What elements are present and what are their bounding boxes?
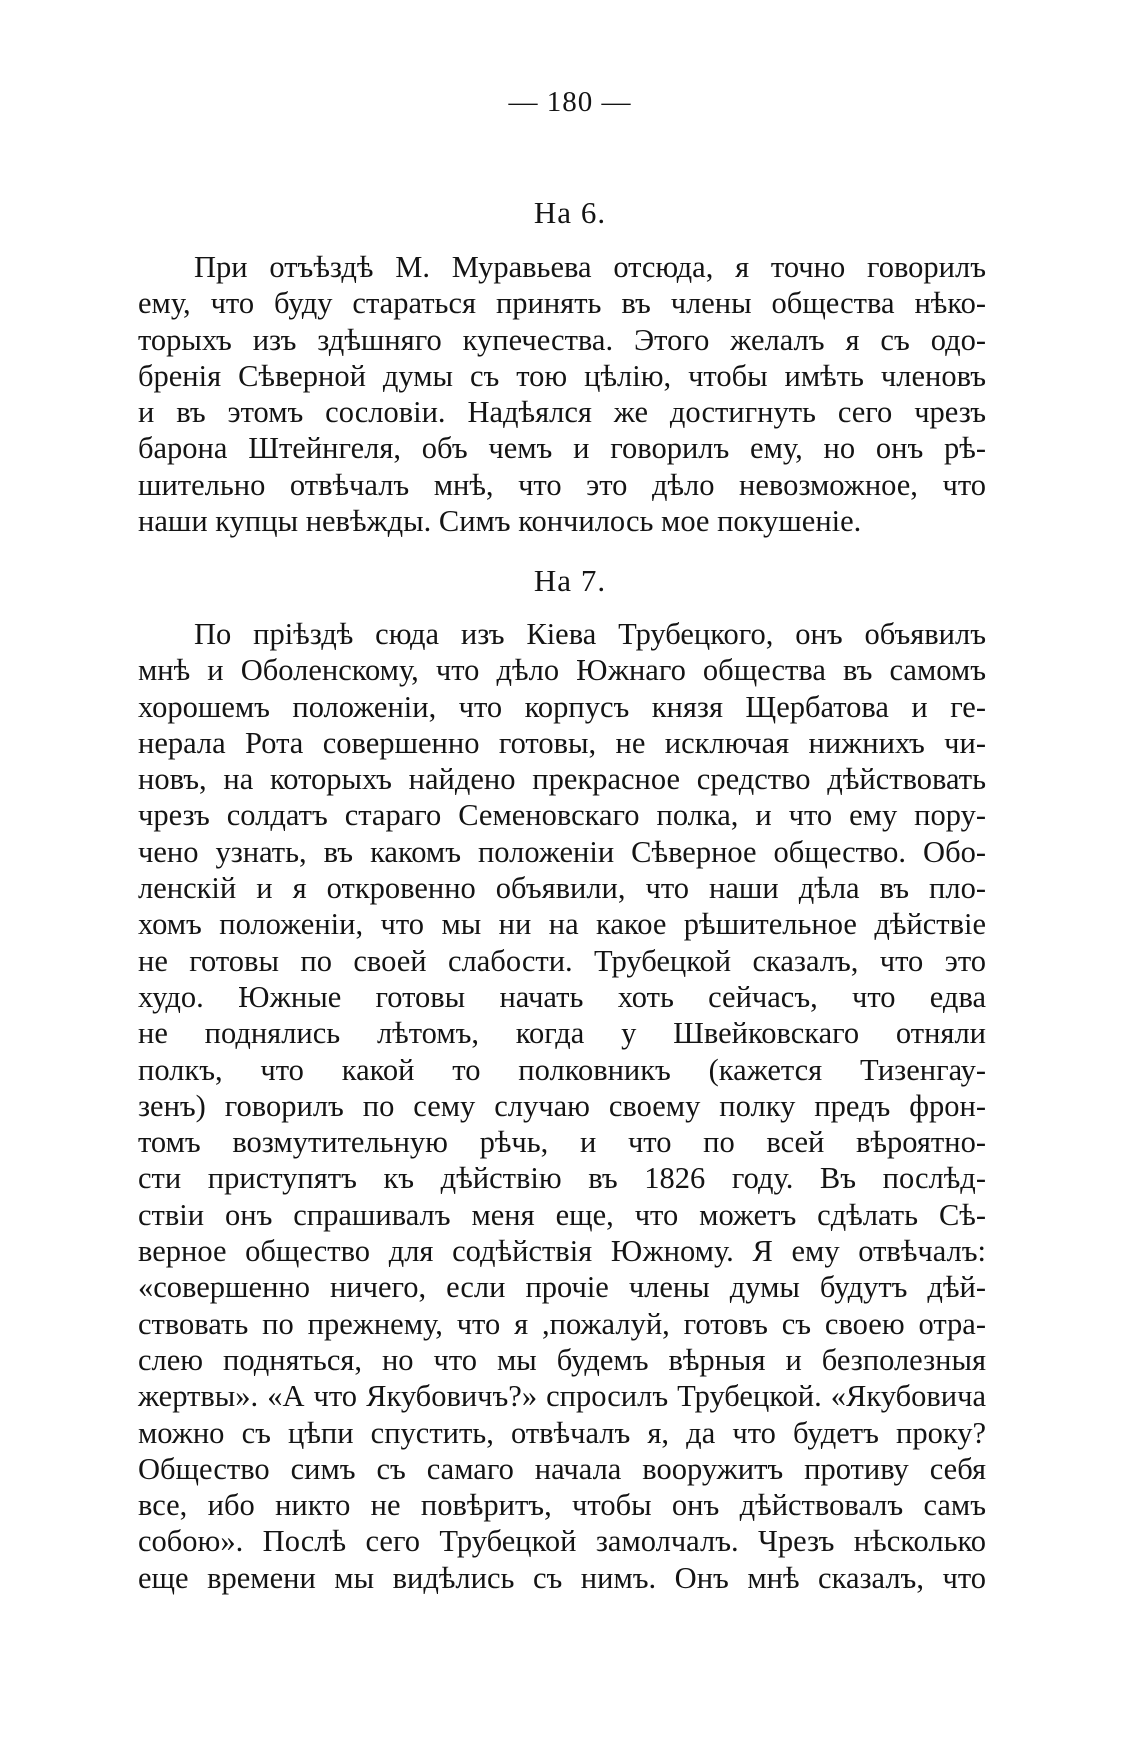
text-line: томъ возмутительную рѣчь, и что по всей вѣроятно- — [138, 1125, 986, 1160]
section-heading: На 7. — [533, 563, 607, 598]
text-line: хомъ положеніи, что мы ни на какое рѣшительное дѣйствіе — [138, 907, 986, 942]
text-line: зенъ) говорилъ по сему случаю своему полку предъ фрон- — [138, 1088, 986, 1123]
text-line: все, ибо никто не повѣритъ, чтобы онъ дѣйствовалъ самъ — [138, 1488, 986, 1523]
text-line: шительно отвѣчалъ мнѣ, что это дѣло невозможное, что — [138, 467, 986, 502]
text-line: По пріѣздѣ сюда изъ Кіева Трубецкого, онъ объявилъ — [194, 617, 986, 651]
page-number: — 180 — — [508, 86, 632, 118]
text-line: При отъѣздѣ М. Муравьева отсюда, я точно говорилъ — [194, 250, 986, 284]
text-line: Общество симъ съ самаго начала вооружитъ противу себя — [138, 1451, 986, 1486]
text-line: чрезъ солдатъ стараго Семеновскаго полка, и что ему пору- — [138, 798, 986, 833]
text-line: барона Штейнгеля, объ чемъ и говорилъ ему, но онъ рѣ- — [138, 431, 986, 466]
text-line: худо. Южные готовы начать хоть сейчасъ, что едва — [138, 979, 986, 1014]
text-line: бренія Сѣверной думы съ тою цѣлію, чтобы имѣть членовъ — [138, 358, 986, 393]
text-line: еще времени мы видѣлись съ нимъ. Онъ мнѣ сказалъ, что — [138, 1560, 986, 1595]
text-line: хорошемъ положеніи, что корпусъ князя Щербатова и ге- — [138, 689, 986, 724]
text-line: полкъ, что какой то полковникъ (кажется Тизенгау- — [138, 1052, 986, 1087]
text-line: «совершенно ничего, если прочіе члены думы будутъ дѣй- — [138, 1270, 986, 1305]
text-line: можно съ цѣпи спустить, отвѣчалъ я, да что будетъ проку? — [138, 1415, 986, 1450]
text-line: новъ, на которыхъ найдено прекрасное средство дѣйствовать — [138, 762, 986, 797]
text-line: сти приступятъ къ дѣйствію въ 1826 году. Въ послѣд- — [138, 1161, 986, 1196]
text-line: слею подняться, но что мы будемъ вѣрныя и безполезныя — [138, 1342, 986, 1377]
text-line: и въ этомъ сословіи. Надѣялся же достигнуть сего чрезъ — [138, 395, 986, 430]
section-paragraph — [138, 249, 986, 539]
text-line: торыхъ изъ здѣшняго купечества. Этого желалъ я съ одо- — [138, 322, 986, 357]
text-line: верное общество для содѣйствія Южному. Я ему отвѣчалъ: — [138, 1234, 986, 1269]
text-line: собою». Послѣ сего Трубецкой замолчалъ. Чрезъ нѣсколько — [138, 1524, 986, 1559]
text-line: мнѣ и Оболенскому, что дѣло Южнаго общества въ самомъ — [138, 653, 986, 688]
text-line: не поднялись лѣтомъ, когда у Швейковскаго отняли — [138, 1016, 986, 1051]
section-paragraph — [138, 616, 986, 1596]
text-line: ствовать по прежнему, что я ,пожалуй, готовъ съ своею отра- — [138, 1306, 986, 1341]
text-line: ствіи онъ спрашивалъ меня еще, что можетъ сдѣлать Сѣ- — [138, 1197, 986, 1232]
text-line: жертвы». «А что Якубовичъ?» спросилъ Трубецкой. «Якубовича — [138, 1379, 986, 1414]
text-line: ему, что буду стараться принять въ члены общества нѣко- — [138, 286, 986, 321]
text-line: ленскій и я откровенно объявили, что наши дѣла въ пло- — [138, 871, 986, 906]
section-heading: На 6. — [533, 195, 607, 230]
text-line: не готовы по своей слабости. Трубецкой сказалъ, что это — [138, 943, 986, 978]
text-line: наши купцы невѣжды. Симъ кончилось мое покушеніе. — [138, 504, 862, 539]
text-line: нерала Рота совершенно готовы, не исключая нижнихъ чи- — [138, 725, 986, 760]
text-line: чено узнать, въ какомъ положеніи Сѣверное общество. Обо- — [138, 834, 986, 869]
